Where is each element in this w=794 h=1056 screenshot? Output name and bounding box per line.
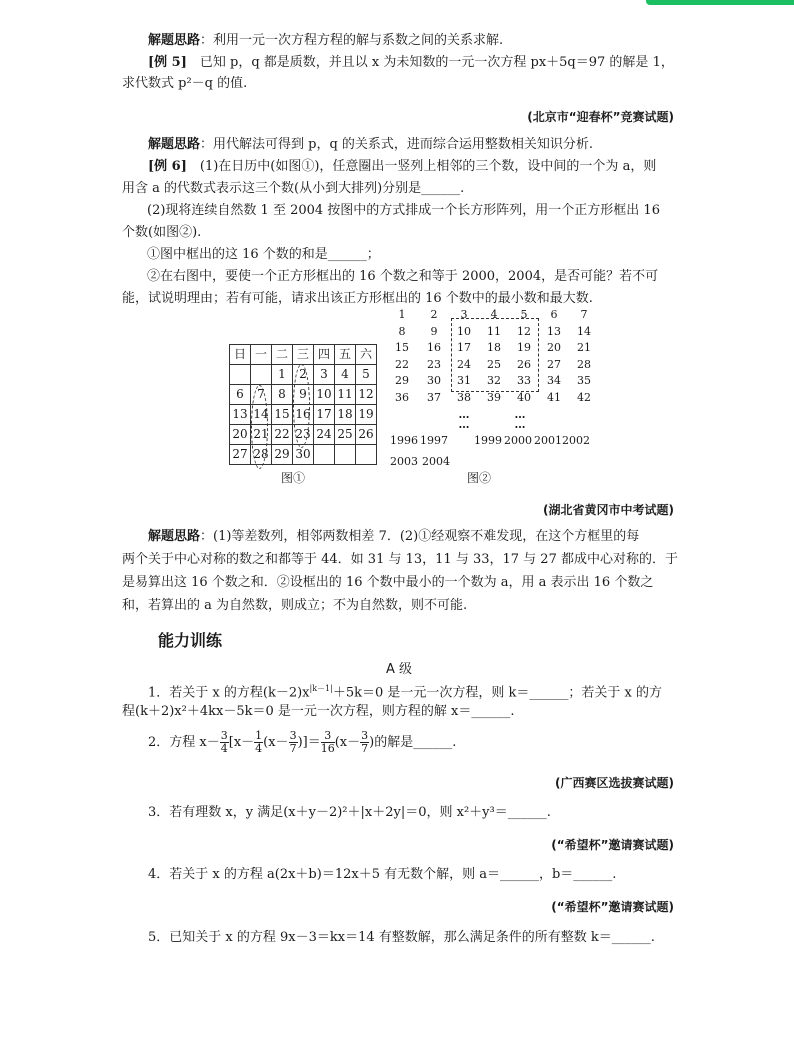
- figure-2-caption: 图②: [467, 471, 492, 485]
- calendar-header-cell: 四: [314, 345, 335, 365]
- calendar-cell: 18: [335, 405, 356, 425]
- array-cell: 2002: [562, 434, 590, 447]
- numerator: 3: [289, 729, 297, 742]
- example-5: [148, 54, 674, 72]
- source-citation: (北京市“迎春杯”竞赛试题): [527, 110, 674, 124]
- calendar-cell: 21: [251, 425, 272, 445]
- solution-hint-3-line2: 两个关于中心对称的数之和都等于 44．如 31 与 13，11 与 33，17 与 27 都成中心对称的．于: [122, 552, 678, 567]
- calendar-cell: 28: [251, 445, 272, 465]
- example-6-line2: 用含 a 的代数式表示这三个数(从小到大排列)分别是______.: [122, 181, 465, 196]
- example-label: [例 5]: [148, 55, 187, 70]
- numerator: 3: [361, 729, 369, 742]
- calendar-cell: 4: [335, 365, 356, 385]
- calendar-header-cell: 六: [356, 345, 377, 365]
- calendar-header-cell: 三: [293, 345, 314, 365]
- array-cell: 18: [487, 341, 501, 354]
- array-cell: 9: [430, 324, 438, 338]
- calendar-cell: 16: [293, 405, 314, 425]
- example-text: (1)在日历中(如图①)，任意圈出一竖列上相邻的三个数，设中间的一个为 a，则: [186, 159, 657, 174]
- array-cell: 7: [580, 308, 588, 321]
- array-cell: 24: [457, 357, 471, 371]
- hint-label: 解题思路: [148, 137, 201, 152]
- calendar-cell: 8: [272, 385, 293, 405]
- calendar-cell: 12: [356, 385, 377, 405]
- denominator: 7: [361, 742, 369, 755]
- calendar-cell: 15: [272, 405, 293, 425]
- array-cell: 30: [427, 374, 441, 387]
- solution-hint-1: [148, 32, 503, 50]
- fraction: [254, 730, 263, 755]
- solution-hint-3-line4: 和，若算出的 a 为自然数，则成立；不为自然数，则不可能.: [122, 598, 468, 613]
- fraction: [289, 730, 298, 755]
- array-cell: 3: [460, 308, 468, 321]
- array-cell: 40: [517, 390, 531, 404]
- array-cell: 41: [547, 390, 561, 404]
- denominator: 16: [320, 742, 335, 755]
- calendar-cell: 11: [335, 385, 356, 405]
- array-cell: 1996: [390, 434, 418, 447]
- section-heading: 能力训练: [158, 631, 223, 650]
- array-cell: 22: [395, 357, 409, 371]
- calendar-cell: 1: [272, 365, 293, 385]
- array-cell: 6: [550, 308, 558, 321]
- array-cell: 42: [577, 390, 591, 404]
- example-6-line4: 个数(如图②).: [122, 225, 202, 240]
- array-cell: 10: [457, 324, 471, 338]
- calendar-cell: 26: [356, 425, 377, 445]
- array-cell: 8: [398, 324, 406, 338]
- array-cell: 23: [427, 357, 441, 371]
- hint-text: ：利用一元一次方程方程的解与系数之间的关系求解.: [200, 33, 504, 48]
- array-cell: 1997: [420, 434, 448, 447]
- array-cell: 17: [457, 341, 471, 354]
- question-2: [148, 728, 456, 758]
- solution-hint-2: [148, 136, 593, 154]
- numerator: 3: [220, 729, 228, 742]
- array-cell: 19: [517, 341, 531, 354]
- hint-text: ：用代解法可得到 p，q 的关系式，进而综合运用整数相关知识分析.: [200, 137, 594, 152]
- array-cell: 15: [395, 341, 409, 354]
- example-6-line6: ②在右图中，要使一个正方形框出的 16 个数之和等于 2000，2004，是否可能？若不可: [134, 269, 659, 284]
- array-cell: 37: [427, 390, 441, 404]
- level-label: A 级: [386, 662, 413, 677]
- calendar-cell: 27: [230, 445, 251, 465]
- calendar-cell: 23: [293, 425, 314, 445]
- calendar-cell: 29: [272, 445, 293, 465]
- question-1-line2: 程(k＋2)x²＋4kx－5k＝0 是一元一次方程，则方程的解 x＝______.: [122, 704, 515, 719]
- denominator: 4: [220, 742, 228, 755]
- array-cell: 33: [517, 374, 531, 387]
- fraction: [220, 730, 229, 755]
- array-square-frame: [451, 318, 539, 392]
- array-cell: 31: [457, 374, 471, 387]
- array-cell: 5: [520, 308, 528, 321]
- calendar-cell: 19: [356, 405, 377, 425]
- solution-hint-3-line3: 是易算出这 16 个数之和．②设框出的 16 个数中最小的一个数为 a，用 a 表示出 16 个数之: [122, 575, 654, 590]
- question-text: (x－: [334, 735, 361, 750]
- top-accent-bar: [646, 0, 794, 5]
- array-cell: 16: [427, 341, 441, 354]
- hint-label: 解题思路: [148, 33, 201, 48]
- example-5-line2: 求代数式 p²－q 的值.: [122, 76, 248, 91]
- numerator: 3: [321, 730, 335, 743]
- calendar-cell: 3: [314, 365, 335, 385]
- ellipsis-dots: …: [514, 408, 526, 421]
- question-1: [148, 680, 662, 702]
- calendar-cell: [314, 445, 335, 465]
- hint-text: ：(1)等差数列，相邻两数相差 7．(2)①经观察不难发现，在这个方框里的每: [200, 529, 640, 544]
- array-cell: 1: [398, 308, 406, 321]
- calendar-cell: 20: [230, 425, 251, 445]
- calendar-cell: 7: [251, 385, 272, 405]
- calendar-cell: 17: [314, 405, 335, 425]
- example-text: 已知 p，q 都是质数，并且以 x 为未知数的一元一次方程 px＋5q＝97 的解是 1，: [186, 55, 674, 70]
- example-label: [例 6]: [148, 159, 187, 174]
- example-6-line7: 能，试说明理由；若有可能，请求出该正方形框出的 16 个数中的最小数和最大数.: [122, 291, 593, 306]
- calendar-oval-column-1: [251, 385, 268, 469]
- array-cell: 2001: [534, 434, 562, 447]
- array-cell: 12: [517, 324, 531, 338]
- calendar-header-cell: 五: [335, 345, 356, 365]
- source-citation: (“希望杯”邀请赛试题): [551, 838, 674, 852]
- question-text: 1．若关于 x 的方程(k－2)x: [148, 685, 310, 701]
- array-cell: 26: [517, 357, 531, 371]
- array-cell: 27: [547, 357, 561, 371]
- calendar-cell: [251, 365, 272, 385]
- array-cell: 13: [547, 324, 561, 338]
- array-cell: 1999: [474, 434, 502, 447]
- calendar-oval-column-3: [293, 364, 310, 448]
- array-cell: 38: [457, 390, 471, 404]
- calendar-cell: 22: [272, 425, 293, 445]
- source-citation: (湖北省黄冈市中考试题): [543, 503, 674, 517]
- question-4: 4．若关于 x 的方程 a(2x＋b)＝12x＋5 有无数个解，则 a＝______，b＝______.: [148, 867, 617, 882]
- array-cell: 39: [487, 390, 501, 404]
- solution-hint-3: [148, 528, 639, 546]
- ellipsis-dots: …: [458, 408, 470, 421]
- source-citation: (广西赛区选拔赛试题): [555, 776, 674, 790]
- calendar-cell: 6: [230, 385, 251, 405]
- ellipsis-dots: …: [458, 418, 470, 431]
- calendar-cell: 5: [356, 365, 377, 385]
- hint-label: 解题思路: [148, 529, 201, 544]
- ellipsis-dots: …: [514, 418, 526, 431]
- array-cell: 2004: [422, 455, 450, 468]
- question-text: )]＝: [297, 735, 321, 750]
- calendar-cell: 14: [251, 405, 272, 425]
- question-text: (x－: [263, 735, 289, 750]
- denominator: 7: [289, 742, 297, 755]
- question-text: [x－: [228, 735, 255, 750]
- example-6-line5: ①图中框出的这 16 个数的和是______；: [134, 247, 380, 262]
- numerator: 1: [255, 729, 263, 742]
- array-cell: 20: [547, 341, 561, 354]
- array-cell: 32: [487, 374, 501, 387]
- calendar-header-row: [230, 345, 377, 365]
- array-cell: 21: [577, 341, 591, 354]
- calendar-header-cell: 一: [251, 345, 272, 365]
- array-cell: 35: [577, 374, 591, 387]
- calendar-cell: [230, 365, 251, 385]
- array-cell: 25: [487, 357, 501, 371]
- calendar-cell: [356, 445, 377, 465]
- calendar-cell: 2: [293, 365, 314, 385]
- source-citation: (“希望杯”邀请赛试题): [551, 900, 674, 914]
- array-cell: 36: [395, 390, 409, 404]
- question-5: 5．已知关于 x 的方程 9x－3＝kx＝14 有整数解，那么满足条件的所有整数 k＝______.: [148, 930, 655, 945]
- calendar-cell: 25: [335, 425, 356, 445]
- array-cell: 2: [430, 308, 438, 321]
- exponent: |k－1|: [309, 684, 333, 693]
- calendar-cell: 30: [293, 445, 314, 465]
- calendar-cell: 24: [314, 425, 335, 445]
- array-cell: 2000: [504, 434, 532, 447]
- array-cell: 14: [577, 324, 591, 338]
- calendar-cell: [335, 445, 356, 465]
- array-cell: 29: [395, 374, 409, 387]
- calendar-cell: 10: [314, 385, 335, 405]
- array-cell: 28: [577, 357, 591, 371]
- calendar-cell: 13: [230, 405, 251, 425]
- denominator: 4: [255, 742, 263, 755]
- question-text: 2．方程 x－: [148, 735, 220, 750]
- example-6: [148, 158, 656, 176]
- fraction: [321, 730, 335, 755]
- array-cell: 34: [547, 374, 561, 387]
- figure-1-caption: 图①: [281, 471, 306, 485]
- array-cell: 4: [490, 308, 498, 321]
- calendar-cell: 9: [293, 385, 314, 405]
- calendar-header-cell: 日: [230, 345, 251, 365]
- array-cell: 2003: [390, 455, 418, 468]
- fraction: [360, 730, 369, 755]
- calendar-header-cell: 二: [272, 345, 293, 365]
- example-6-line3: (2)现将连续自然数 1 至 2004 按图中的方式排成一个长方形阵列，用一个正方形框出 16: [134, 203, 660, 218]
- array-cell: 11: [487, 324, 501, 338]
- question-text: )的解是______.: [369, 735, 457, 750]
- question-3: 3．若有理数 x，y 满足(x＋y－2)²＋|x＋2y|＝0，则 x²＋y³＝______.: [148, 805, 551, 820]
- question-text: ＋5k＝0 是一元一次方程，则 k＝______；若关于 x 的方: [332, 685, 662, 701]
